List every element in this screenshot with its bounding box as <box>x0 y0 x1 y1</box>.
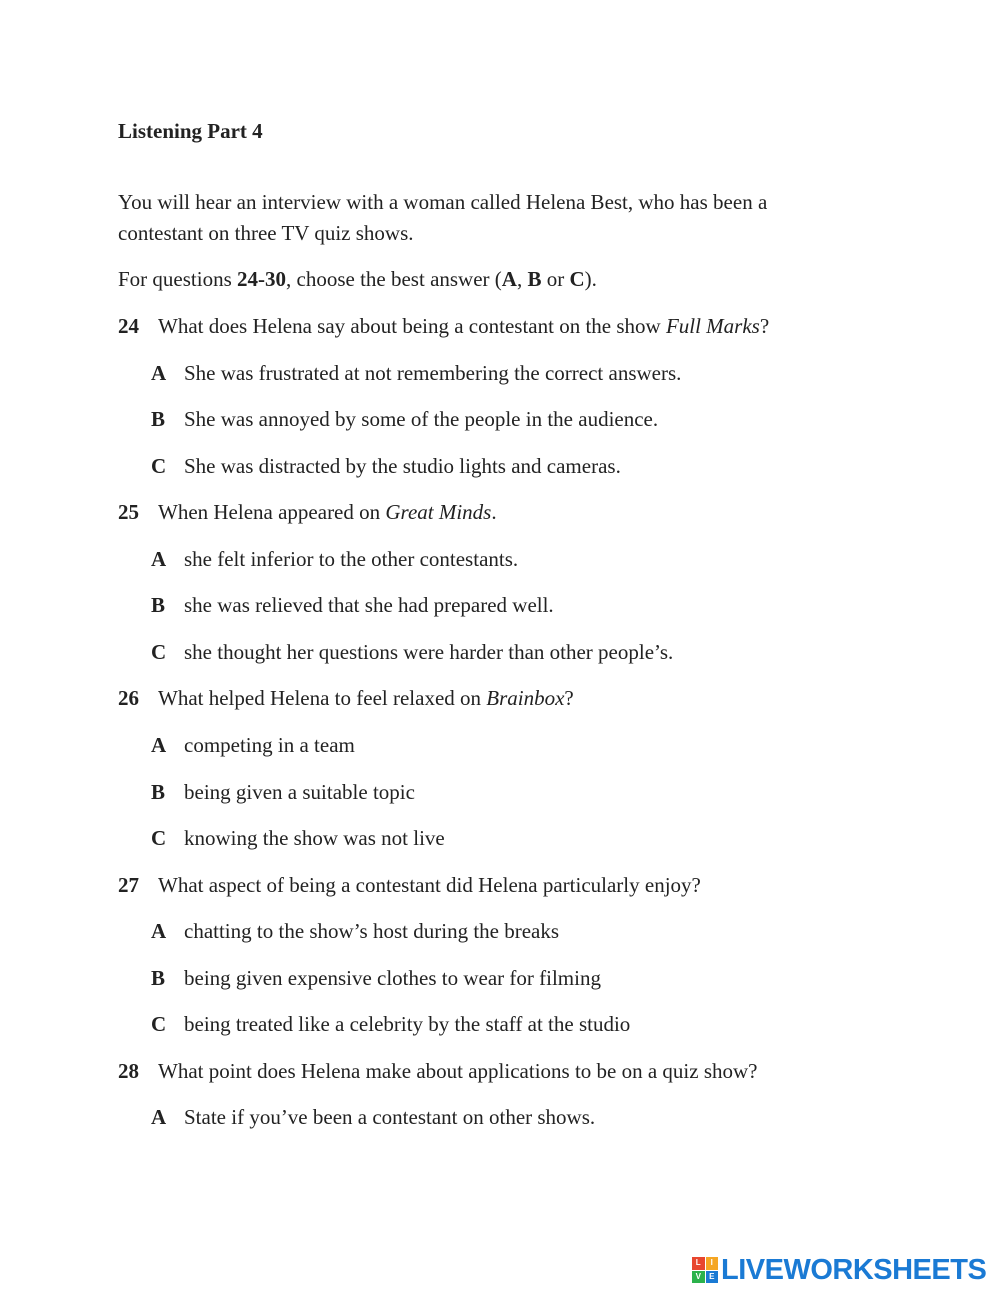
question-show-title: Brainbox <box>486 686 565 710</box>
option-26-c[interactable] <box>151 826 445 851</box>
option-27-a[interactable] <box>151 919 559 944</box>
question-text: What helped Helena to feel relaxed on <box>158 686 487 710</box>
instr-a: A <box>501 267 517 291</box>
option-letter: C <box>151 1012 167 1036</box>
option-27-b[interactable] <box>151 966 601 991</box>
question-text: When Helena appeared on <box>158 500 386 524</box>
question-number: 28 <box>118 1059 139 1083</box>
option-26-b[interactable] <box>151 780 415 805</box>
option-letter: C <box>151 454 167 478</box>
question-punct: ? <box>759 314 770 338</box>
option-letter: C <box>151 640 167 664</box>
option-letter: C <box>151 826 167 850</box>
option-letter: A <box>151 361 167 385</box>
instr-comma: , <box>516 267 528 291</box>
option-text: she was relieved that she had prepared well. <box>184 593 554 617</box>
question-punct: ? <box>564 686 574 710</box>
option-text: She was frustrated at not remembering the correct answers. <box>184 361 682 385</box>
option-text: being given expensive clothes to wear for filming <box>184 966 601 990</box>
option-24-c[interactable] <box>151 454 621 479</box>
question-27 <box>118 873 701 898</box>
instr-mid: , choose the best answer ( <box>286 267 502 291</box>
option-letter: B <box>151 966 166 990</box>
option-25-a[interactable] <box>151 547 518 572</box>
option-letter: A <box>151 547 167 571</box>
question-number: 25 <box>118 500 139 524</box>
option-26-a[interactable] <box>151 733 355 758</box>
instr-pre: For questions <box>118 267 238 291</box>
logo-icon-letter: V <box>692 1271 705 1284</box>
question-text: What point does Helena make about applications to be on a quiz show? <box>158 1059 758 1083</box>
instr-end: ). <box>584 267 597 291</box>
question-text: What aspect of being a contestant did Helena particularly enjoy? <box>158 873 701 897</box>
option-text: knowing the show was not live <box>184 826 445 850</box>
option-text: chatting to the show’s host during the breaks <box>184 919 560 943</box>
option-text: competing in a team <box>184 733 355 757</box>
page-title: Listening Part 4 <box>118 119 263 143</box>
question-number: 24 <box>118 314 139 338</box>
option-text: State if you’ve been a contestant on other shows. <box>184 1105 596 1129</box>
option-letter: A <box>151 919 167 943</box>
question-text: What does Helena say about being a contestant on the show <box>158 314 666 338</box>
instr-or: or <box>541 267 570 291</box>
instr-c: C <box>569 267 585 291</box>
option-text: She was distracted by the studio lights and cameras. <box>184 454 621 478</box>
question-punct: . <box>491 500 497 524</box>
option-text: she thought her questions were harder than other people’s. <box>184 640 674 664</box>
intro-line-1: You will hear an interview with a woman called Helena Best, who has been a <box>118 190 768 214</box>
question-25 <box>118 500 497 525</box>
option-text: she felt inferior to the other contestants. <box>184 547 519 571</box>
logo-icon-letter: E <box>706 1271 719 1284</box>
logo-icon-letter: L <box>692 1257 705 1270</box>
question-number: 26 <box>118 686 139 710</box>
option-25-b[interactable] <box>151 593 554 618</box>
instr-range: 24-30 <box>237 267 287 291</box>
option-letter: B <box>151 407 166 431</box>
option-24-b[interactable] <box>151 407 658 432</box>
option-28-a[interactable] <box>151 1105 595 1130</box>
question-24 <box>118 314 769 339</box>
question-show-title: Full Marks <box>665 314 760 338</box>
intro-line-2: contestant on three TV quiz shows. <box>118 221 414 245</box>
option-27-c[interactable] <box>151 1012 630 1037</box>
option-text: being treated like a celebrity by the staff at the studio <box>184 1012 631 1036</box>
question-number: 27 <box>118 873 139 897</box>
question-28 <box>118 1059 758 1084</box>
option-25-c[interactable] <box>151 640 673 665</box>
instr-b: B <box>527 267 542 291</box>
option-letter: A <box>151 733 167 757</box>
logo-icon-letter: I <box>706 1257 719 1270</box>
logo-text: LIVEWORKSHEETS <box>721 1253 987 1286</box>
logo-icon <box>692 1257 718 1283</box>
option-24-a[interactable] <box>151 361 681 386</box>
option-letter: B <box>151 780 166 804</box>
question-26 <box>118 686 574 711</box>
option-letter: B <box>151 593 166 617</box>
question-show-title: Great Minds <box>385 500 492 524</box>
option-letter: A <box>151 1105 167 1129</box>
option-text: being given a suitable topic <box>184 780 415 804</box>
instructions <box>118 267 597 292</box>
liveworksheets-logo[interactable] <box>692 1253 986 1287</box>
option-text: She was annoyed by some of the people in the audience. <box>184 407 659 431</box>
